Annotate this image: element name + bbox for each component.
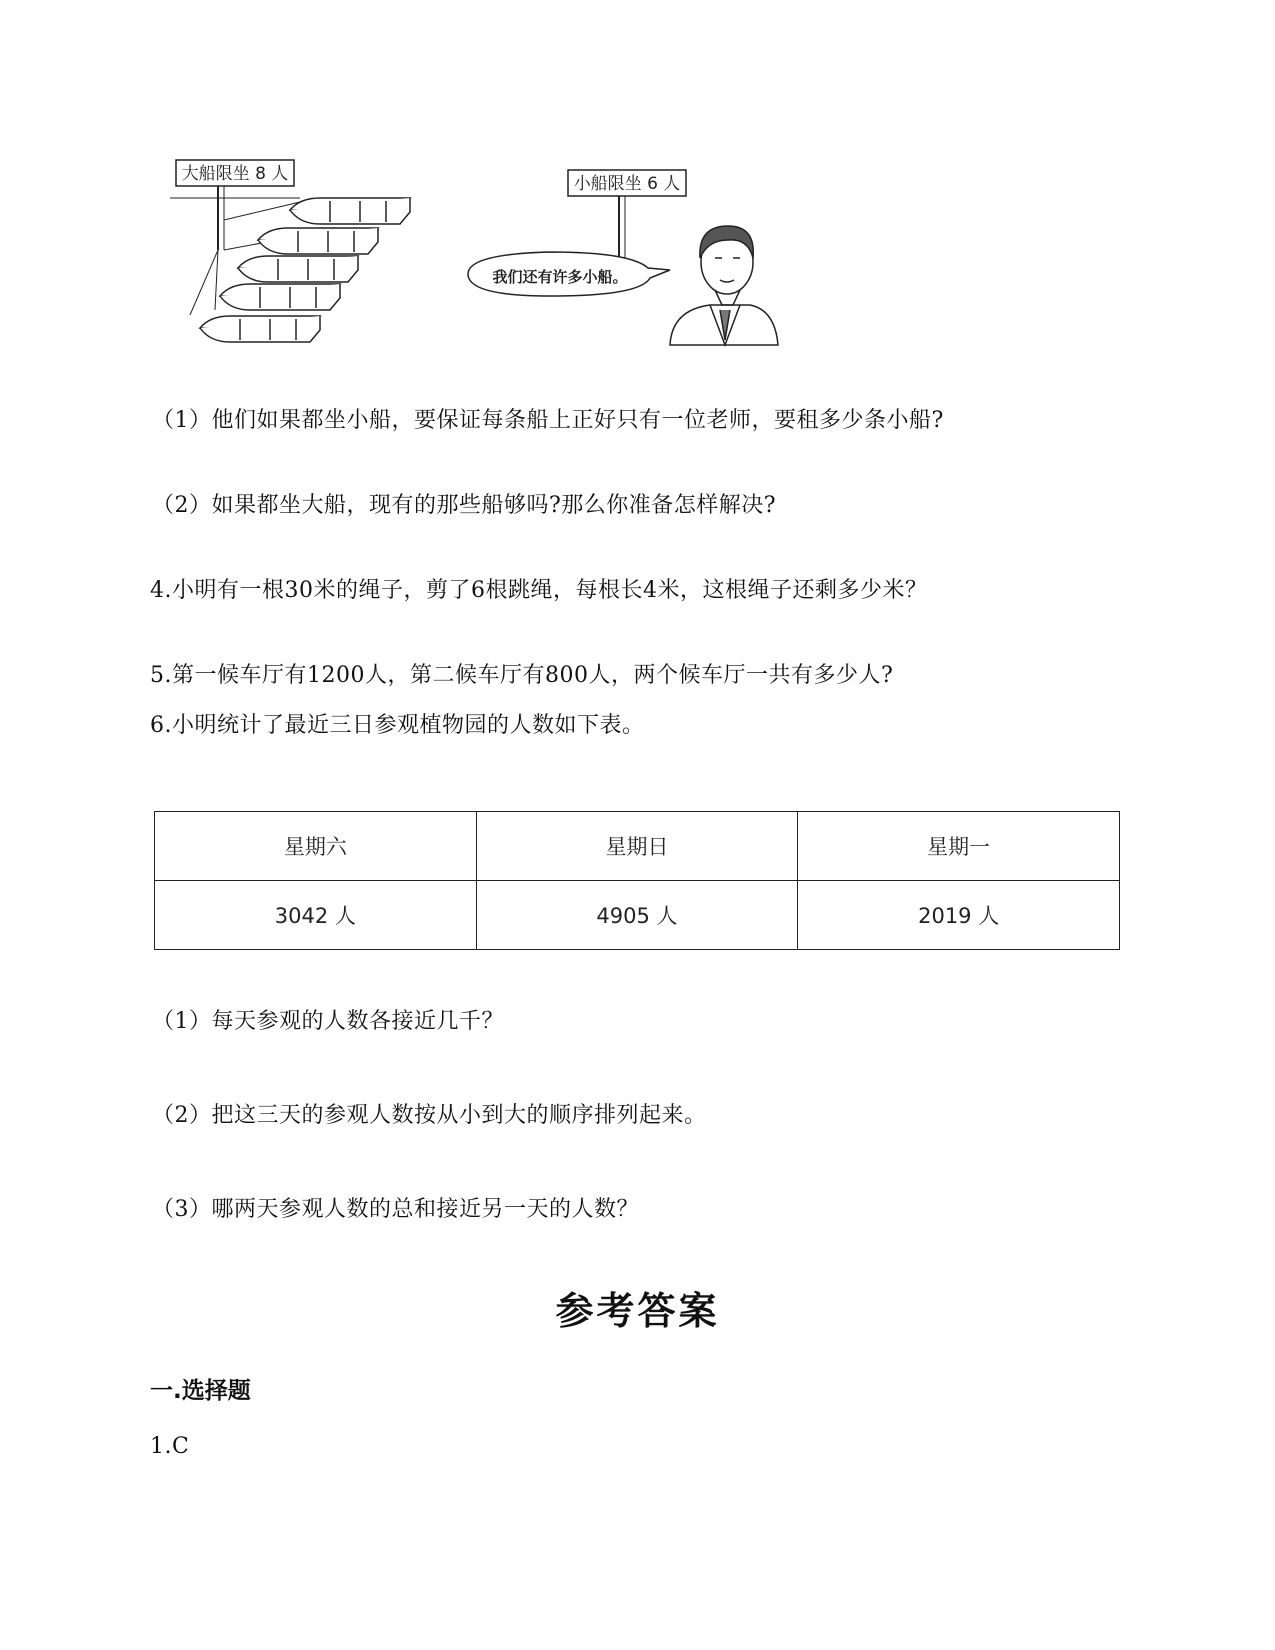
big-boat-sign-text: 大船限坐 8 人 (181, 164, 289, 184)
boats-illustration (150, 140, 830, 370)
table-row (155, 881, 1120, 950)
question-6-part-1: （1）每天参观的人数各接近几千？ (152, 1009, 504, 1034)
small-boat-sign-text: 小船限坐 6 人 (573, 174, 681, 194)
table-cell: 3042 人 (155, 881, 477, 950)
question-6: 6.小明统计了最近三日参观植物园的人数如下表。 (150, 713, 645, 738)
boats-stack (200, 198, 410, 342)
table-header-row (155, 812, 1120, 881)
table-header-cell: 星期六 (155, 812, 477, 881)
speech-bubble (468, 252, 670, 296)
question-6-part-2: （2）把这三天的参观人数按从小到大的顺序排列起来。 (152, 1103, 707, 1128)
question-3-part-1: （1）他们如果都坐小船，要保证每条船上正好只有一位老师，要租多少条小船? (152, 408, 944, 433)
table-header-cell: 星期一 (798, 812, 1120, 881)
table-header-cell: 星期日 (476, 812, 798, 881)
table-cell: 4905 人 (476, 881, 798, 950)
question-3-part-2: （2）如果都坐大船，现有的那些船够吗?那么你准备怎样解决? (152, 493, 777, 518)
table-cell: 2019 人 (798, 881, 1120, 950)
visitor-table (154, 811, 1120, 950)
answer-title: 参考答案 (555, 1289, 720, 1333)
section-title: 一.选择题 (150, 1378, 251, 1404)
question-5: 5.第一候车厅有1200人，第二候车厅有800人，两个候车厅一共有多少人? (150, 663, 894, 688)
answer-item-1: 1.C (150, 1434, 190, 1459)
small-boat-sign (568, 170, 686, 258)
teacher-figure (670, 226, 778, 345)
question-6-part-3: （3）哪两天参观人数的总和接近另一天的人数？ (152, 1197, 639, 1222)
speech-bubble-text: 我们还有许多小船。 (492, 268, 628, 286)
question-4: 4.小明有一根30米的绳子，剪了6根跳绳，每根长4米，这根绳子还剩多少米？ (150, 578, 928, 603)
